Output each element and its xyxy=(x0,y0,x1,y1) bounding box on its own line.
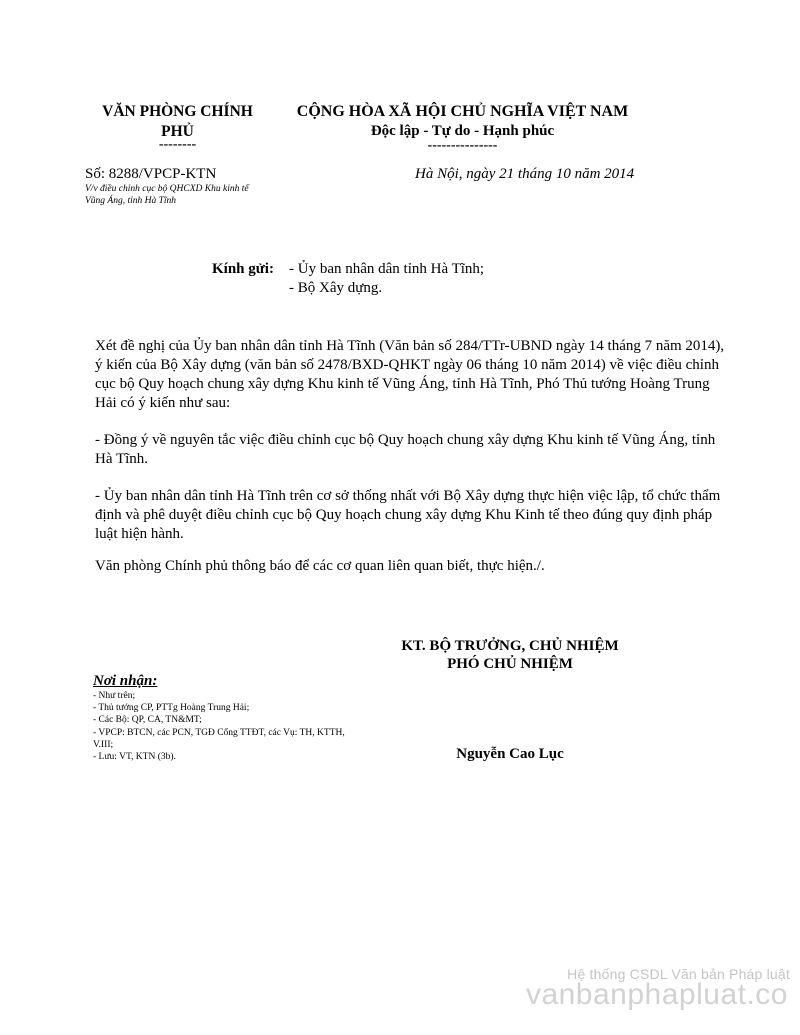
watermark-caption: Hệ thống CSDL Văn bản Pháp luật xyxy=(567,966,790,982)
list-item: - Các Bộ: QP, CA, TN&MT; xyxy=(93,715,202,726)
recipient-item: - Bộ Xây dựng. xyxy=(289,280,383,296)
signature-title: KT. BỘ TRƯỞNG, CHỦ NHIỆM xyxy=(401,638,619,654)
recipients-label: Nơi nhận: xyxy=(93,673,158,689)
list-item: - Thủ tướng CP, PTTg Hoàng Trung Hải; xyxy=(93,703,250,714)
document-date: Hà Nội, ngày 21 tháng 10 năm 2014 xyxy=(415,166,635,182)
signature-subtitle: PHÓ CHỦ NHIỆM xyxy=(447,656,573,672)
body-paragraph: Văn phòng Chính phủ thông báo để các cơ quan liên quan biết, thực hiện./. xyxy=(95,558,545,574)
body-paragraph: Xét đề nghị của Ủy ban nhân dân tỉnh Hà Tĩnh (Văn bản số 284/TTr-UBND ngày 14 tháng 7 năm 2014), ý kiến của Bộ Xây dựng (văn bản số 2478/BXD-QHKT ngày 06 tháng 10 năm 2014) về việc điều chỉnh cục bộ Quy hoạch chung xây dựng Khu kinh tế Vũng Áng, tỉnh Hà Tĩnh, Phó Thủ tướng Hoàng Trung Hải có ý kiến như sau: xyxy=(95,338,725,411)
list-item: - Lưu: VT, KTN (3b). xyxy=(93,752,176,763)
document-number: Số: 8288/VPCP-KTN xyxy=(85,166,217,182)
agency-name: VĂN PHÒNG CHÍNH PHỦ xyxy=(102,103,253,140)
national-title: CỘNG HÒA XÃ HỘI CHỦ NGHĨA VIỆT NAM xyxy=(296,103,629,120)
addressee-label: Kính gửi: xyxy=(212,261,274,277)
recipient-item: - Ủy ban nhân dân tỉnh Hà Tĩnh; xyxy=(289,261,485,277)
list-item: - VPCP: BTCN, các PCN, TGĐ Cổng TTĐT, các Vụ: TH, KTTH, V.III; xyxy=(93,727,345,750)
motto-divider: --------------- xyxy=(427,138,498,153)
agency-divider: -------- xyxy=(158,137,197,152)
national-motto: Độc lập - Tự do - Hạnh phúc xyxy=(370,123,555,139)
recipients-list xyxy=(93,690,353,763)
list-item: - Như trên; xyxy=(93,691,136,701)
signer-name: Nguyễn Cao Lục xyxy=(456,746,564,762)
body-paragraph: - Ủy ban nhân dân tỉnh Hà Tĩnh trên cơ sở thống nhất với Bộ Xây dựng thực hiện việc lập, tổ chức thẩm định và phê duyệt điều chỉnh cục bộ Quy hoạch chung xây dựng Khu Kinh tế theo đúng quy định pháp luật hiện hành. xyxy=(95,488,721,542)
document-subject: V/v điều chỉnh cục bộ QHCXD Khu kinh tế Vũng Áng, tỉnh Hà Tĩnh xyxy=(85,184,249,206)
watermark-site[interactable]: vanbanphapluat.co xyxy=(525,978,788,1011)
body-paragraph: - Đồng ý về nguyên tắc việc điều chỉnh cục bộ Quy hoạch chung xây dựng Khu kinh tế Vũng Áng, tỉnh Hà Tĩnh. xyxy=(95,432,716,467)
